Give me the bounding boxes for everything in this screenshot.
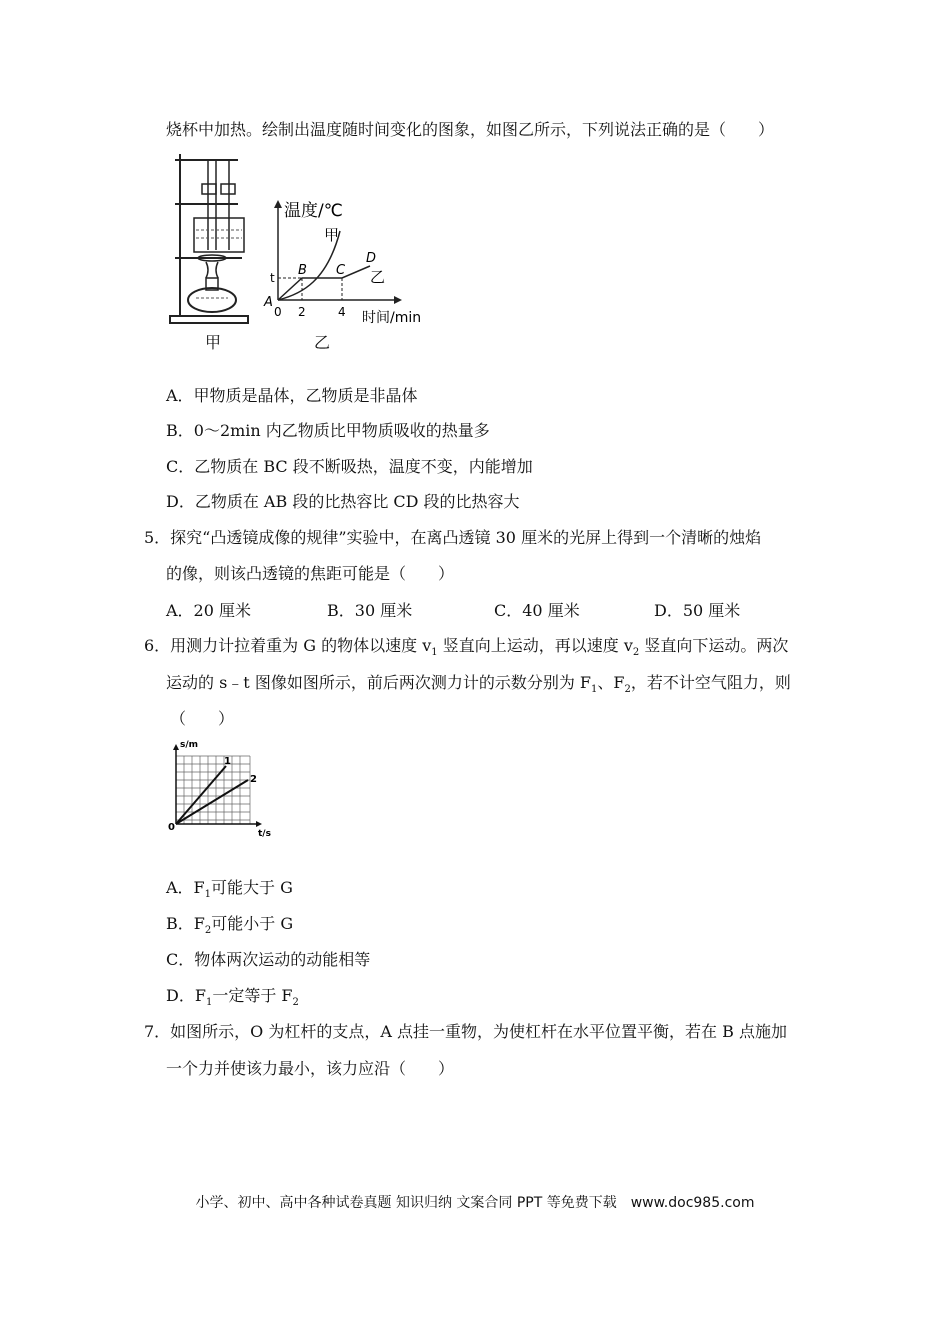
tick-4-label: 4	[338, 305, 346, 319]
point-a-label: A	[264, 295, 273, 310]
figure-caption-yi: 乙	[314, 333, 331, 352]
heating-apparatus-figure	[166, 150, 256, 325]
q6-stem-line3: （ ）	[170, 709, 235, 728]
q6-option-c: C．物体两次运动的动能相等	[166, 950, 371, 969]
q7-stem-line1: 7．如图所示，O 为杠杆的支点，A 点挂一重物，为使杠杆在水平位置平衡，若在 B 点施加	[144, 1022, 787, 1041]
st-origin-label: 0	[168, 822, 175, 833]
q4-option-a: A．甲物质是晶体，乙物质是非晶体	[166, 386, 418, 405]
point-c-label: C	[336, 263, 346, 278]
curve-jia-label: 甲	[324, 226, 340, 244]
tick-2-label: 2	[298, 305, 306, 319]
page-footer: 小学、初中、高中各种试卷真题 知识归纳 文案合同 PPT 等免费下载 www.doc985.com	[195, 1195, 755, 1211]
q5-options-row	[166, 598, 806, 620]
curve-yi-label: 乙	[370, 268, 386, 286]
st-line2-label: 2	[250, 774, 257, 785]
graph-y-label: 温度/℃	[284, 201, 343, 221]
st-y-label: s/m	[180, 740, 199, 750]
temperature-time-graph	[262, 196, 432, 331]
figure-caption-jia: 甲	[205, 333, 222, 352]
q6-option-d: D．$F_1$一定等于 $F_2$	[166, 986, 299, 1009]
q6-option-b: B．$F_2$可能小于 G	[166, 914, 294, 937]
q5-option-a: A．20 厘米	[166, 601, 252, 620]
st-x-label: t/s	[258, 829, 271, 839]
q5-option-d: D．50 厘米	[654, 601, 741, 620]
q5-stem-line2: 的像，则该凸透镜的焦距可能是（ ）	[166, 564, 455, 583]
s-t-graph	[166, 738, 276, 838]
q5-stem-line1: 5．探究“凸透镜成像的规律”实验中，在离凸透镜 30 厘米的光屏上得到一个清晰的烛焰	[144, 528, 762, 547]
q4-option-c: C．乙物质在 BC 段不断吸热，温度不变，内能增加	[166, 457, 533, 476]
q7-stem-line2: 一个力并使该力最小，该力应沿（ ）	[166, 1059, 455, 1078]
tick-0-label: 0	[274, 305, 282, 319]
q6-stem-line2: 运动的 s﹣t 图像如图所示，前后两次测力计的示数分别为 $F_1$、$F_2$，若不计空气阻力，则	[166, 673, 791, 696]
q4-option-b: B．0～2min 内乙物质比甲物质吸收的热量多	[166, 421, 490, 440]
q5-option-c: C．40 厘米	[494, 601, 580, 620]
t-label: t	[270, 271, 275, 285]
graph-x-label: 时间/min	[362, 310, 422, 326]
point-d-label: D	[366, 251, 377, 266]
q5-option-b: B．30 厘米	[327, 601, 413, 620]
q6-option-a: A．$F_1$可能大于 G	[166, 878, 293, 901]
q4-option-d: D．乙物质在 AB 段的比热容比 CD 段的比热容大	[166, 492, 520, 511]
point-b-label: B	[298, 263, 307, 278]
q6-stem-line1: 6．用测力计拉着重为 G 的物体以速度 $v_1$ 竖直向上运动，再以速度 $v_2$ 竖直向下运动。两次	[144, 636, 789, 659]
st-line1-label: 1	[224, 756, 231, 767]
question-4-stem-end: 烧杯中加热。绘制出温度随时间变化的图象，如图乙所示，下列说法正确的是（ ）	[166, 120, 775, 139]
